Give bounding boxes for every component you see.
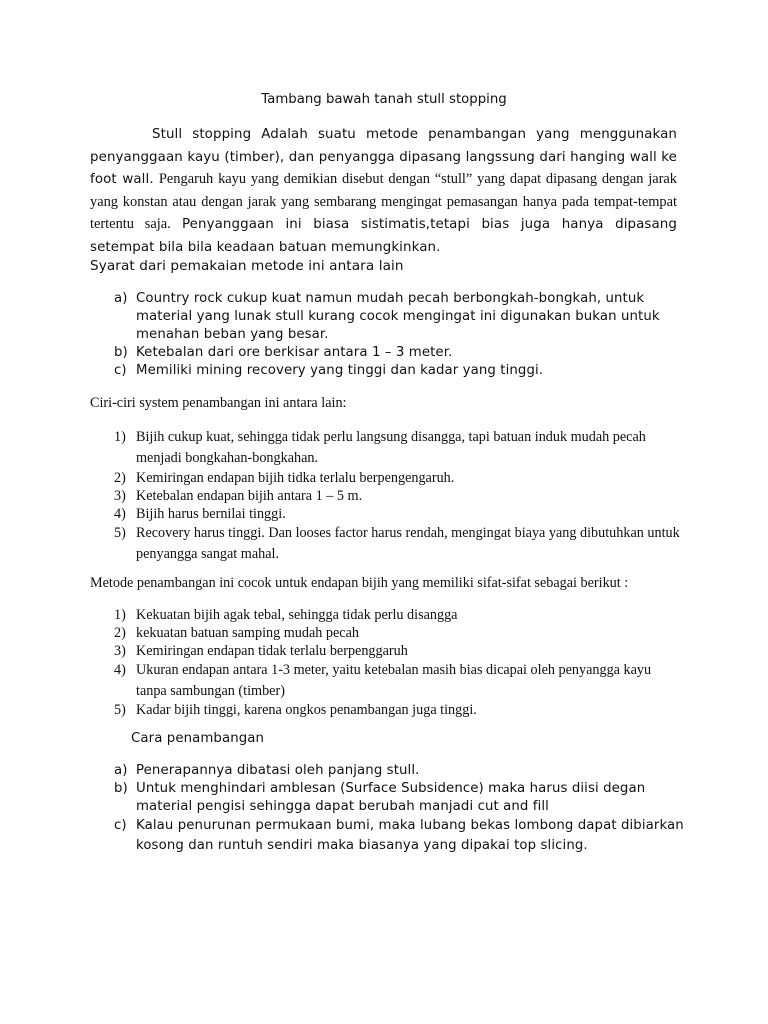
intro-part-2: Pengaruh kayu yang demikian disebut dengan “stull” yang dapat dipasang dengan jarak yang konstan atau dengan jarak yang sembarang mengingat pemasangan hanya pada tempat-tempat tertentu saja. (90, 171, 677, 232)
list-item-text: Ukuran endapan antara 1-3 meter, yaitu ketebalan masih bias dicapai oleh penyangga kayu tanpa sambungan (timber) (136, 662, 652, 699)
list-item-text: Untuk menghindari amblesan (Surface Subsidence) maka harus diisi degan material pengisi sehingga dapat berubah manjadi cut and fill (136, 781, 646, 814)
list-item (90, 816, 690, 856)
list-item-text: Kemiringan endapan bijih tidka terlalu berpengengaruh. (136, 470, 455, 486)
cara-heading: Cara penambangan (131, 731, 265, 746)
list-item-text: Country rock cukup kuat namun mudah pecah berbongkah-bongkah, untuk material yang lunak stull kurang cocok mengingat ini digunakan bukan untuk menahan beban yang besar. (136, 291, 660, 342)
list-marker: 1) (114, 429, 126, 445)
list-item (90, 762, 690, 780)
intro-part-1: Stull stopping Adalah suatu metode penambangan yang menggunakan penyanggaan kayu (timber), dan penyangga dipasang langssung dari hanging wall ke foot wall. (90, 127, 677, 187)
list-item-text: Memiliki mining recovery yang tinggi dan kadar yang tinggi. (136, 363, 544, 378)
list-marker: 2) (114, 470, 126, 486)
list-marker: 4) (114, 506, 126, 522)
ciri-heading: Ciri-ciri system penambangan ini antara lain: (90, 395, 347, 411)
metode-heading: Metode penambangan ini cocok untuk endapan bijih yang memiliki sifat-sifat sebagai berikut : (90, 575, 629, 591)
list-item (90, 362, 680, 380)
cara-list (90, 762, 690, 856)
list-item-text: Kadar bijih tinggi, karena ongkos penambangan juga tinggi. (136, 702, 477, 718)
list-item (90, 290, 680, 344)
list-marker: b) (114, 781, 128, 796)
list-item (90, 642, 682, 660)
document-title: Tambang bawah tanah stull stopping (261, 92, 507, 107)
list-item (90, 344, 680, 362)
list-item-text: Kalau penurunan permukaan bumi, maka lubang bekas lombong dapat dibiarkan kosong dan runtuh sendiri maka biasanya yang dipakai top slicing. (136, 818, 684, 853)
list-item (90, 505, 682, 523)
list-item-text: Recovery harus tinggi. Dan looses factor harus rendah, mengingat biaya yang dibutuhkan untuk penyangga sangat mahal. (136, 525, 680, 562)
list-marker: 1) (114, 607, 126, 623)
list-marker: 5) (114, 702, 126, 718)
list-marker: 3) (114, 643, 126, 659)
list-item (90, 701, 682, 719)
ciri-list (90, 427, 682, 565)
list-marker: a) (114, 291, 128, 306)
list-item-text: Bijih harus bernilai tinggi. (136, 506, 286, 522)
metode-list (90, 606, 682, 719)
list-marker: b) (114, 345, 128, 360)
list-marker: 4) (114, 662, 126, 678)
list-item-text: Ketebalan endapan bijih antara 1 – 5 m. (136, 488, 363, 504)
list-marker: c) (114, 818, 127, 833)
list-item-text: Kemiringan endapan tidak terlalu berpenggaruh (136, 643, 408, 659)
list-marker: c) (114, 363, 127, 378)
list-item (90, 427, 682, 469)
list-item-text: Penerapannya dibatasi oleh panjang stull. (136, 763, 420, 778)
intro-part-3: Penyanggaan ini biasa sistimatis,tetapi bias juga hanya dipasang setempat bila bila keadaan batuan memungkinkan. (90, 217, 677, 255)
list-item-text: Bijih cukup kuat, sehingga tidak perlu langsung disangga, tapi batuan induk mudah pecah menjadi bongkahan-bongkahan. (136, 429, 646, 466)
list-item (90, 469, 682, 487)
intro-paragraph (90, 123, 677, 258)
list-item (90, 624, 682, 642)
list-marker: 3) (114, 488, 126, 504)
list-item (90, 606, 682, 624)
list-marker: a) (114, 763, 128, 778)
list-item-text: Kekuatan bijih agak tebal, sehingga tidak perlu disangga (136, 607, 458, 623)
list-item-text: kekuatan batuan samping mudah pecah (136, 625, 359, 641)
list-marker: 2) (114, 625, 126, 641)
list-item (90, 780, 656, 816)
list-item (90, 487, 682, 505)
list-item (90, 523, 682, 565)
syarat-heading: Syarat dari pemakaian metode ini antara lain (90, 258, 404, 274)
list-item-text: Ketebalan dari ore berkisar antara 1 – 3 meter. (136, 345, 453, 360)
syarat-list (90, 290, 680, 380)
list-marker: 5) (114, 525, 126, 541)
list-item (90, 660, 682, 701)
